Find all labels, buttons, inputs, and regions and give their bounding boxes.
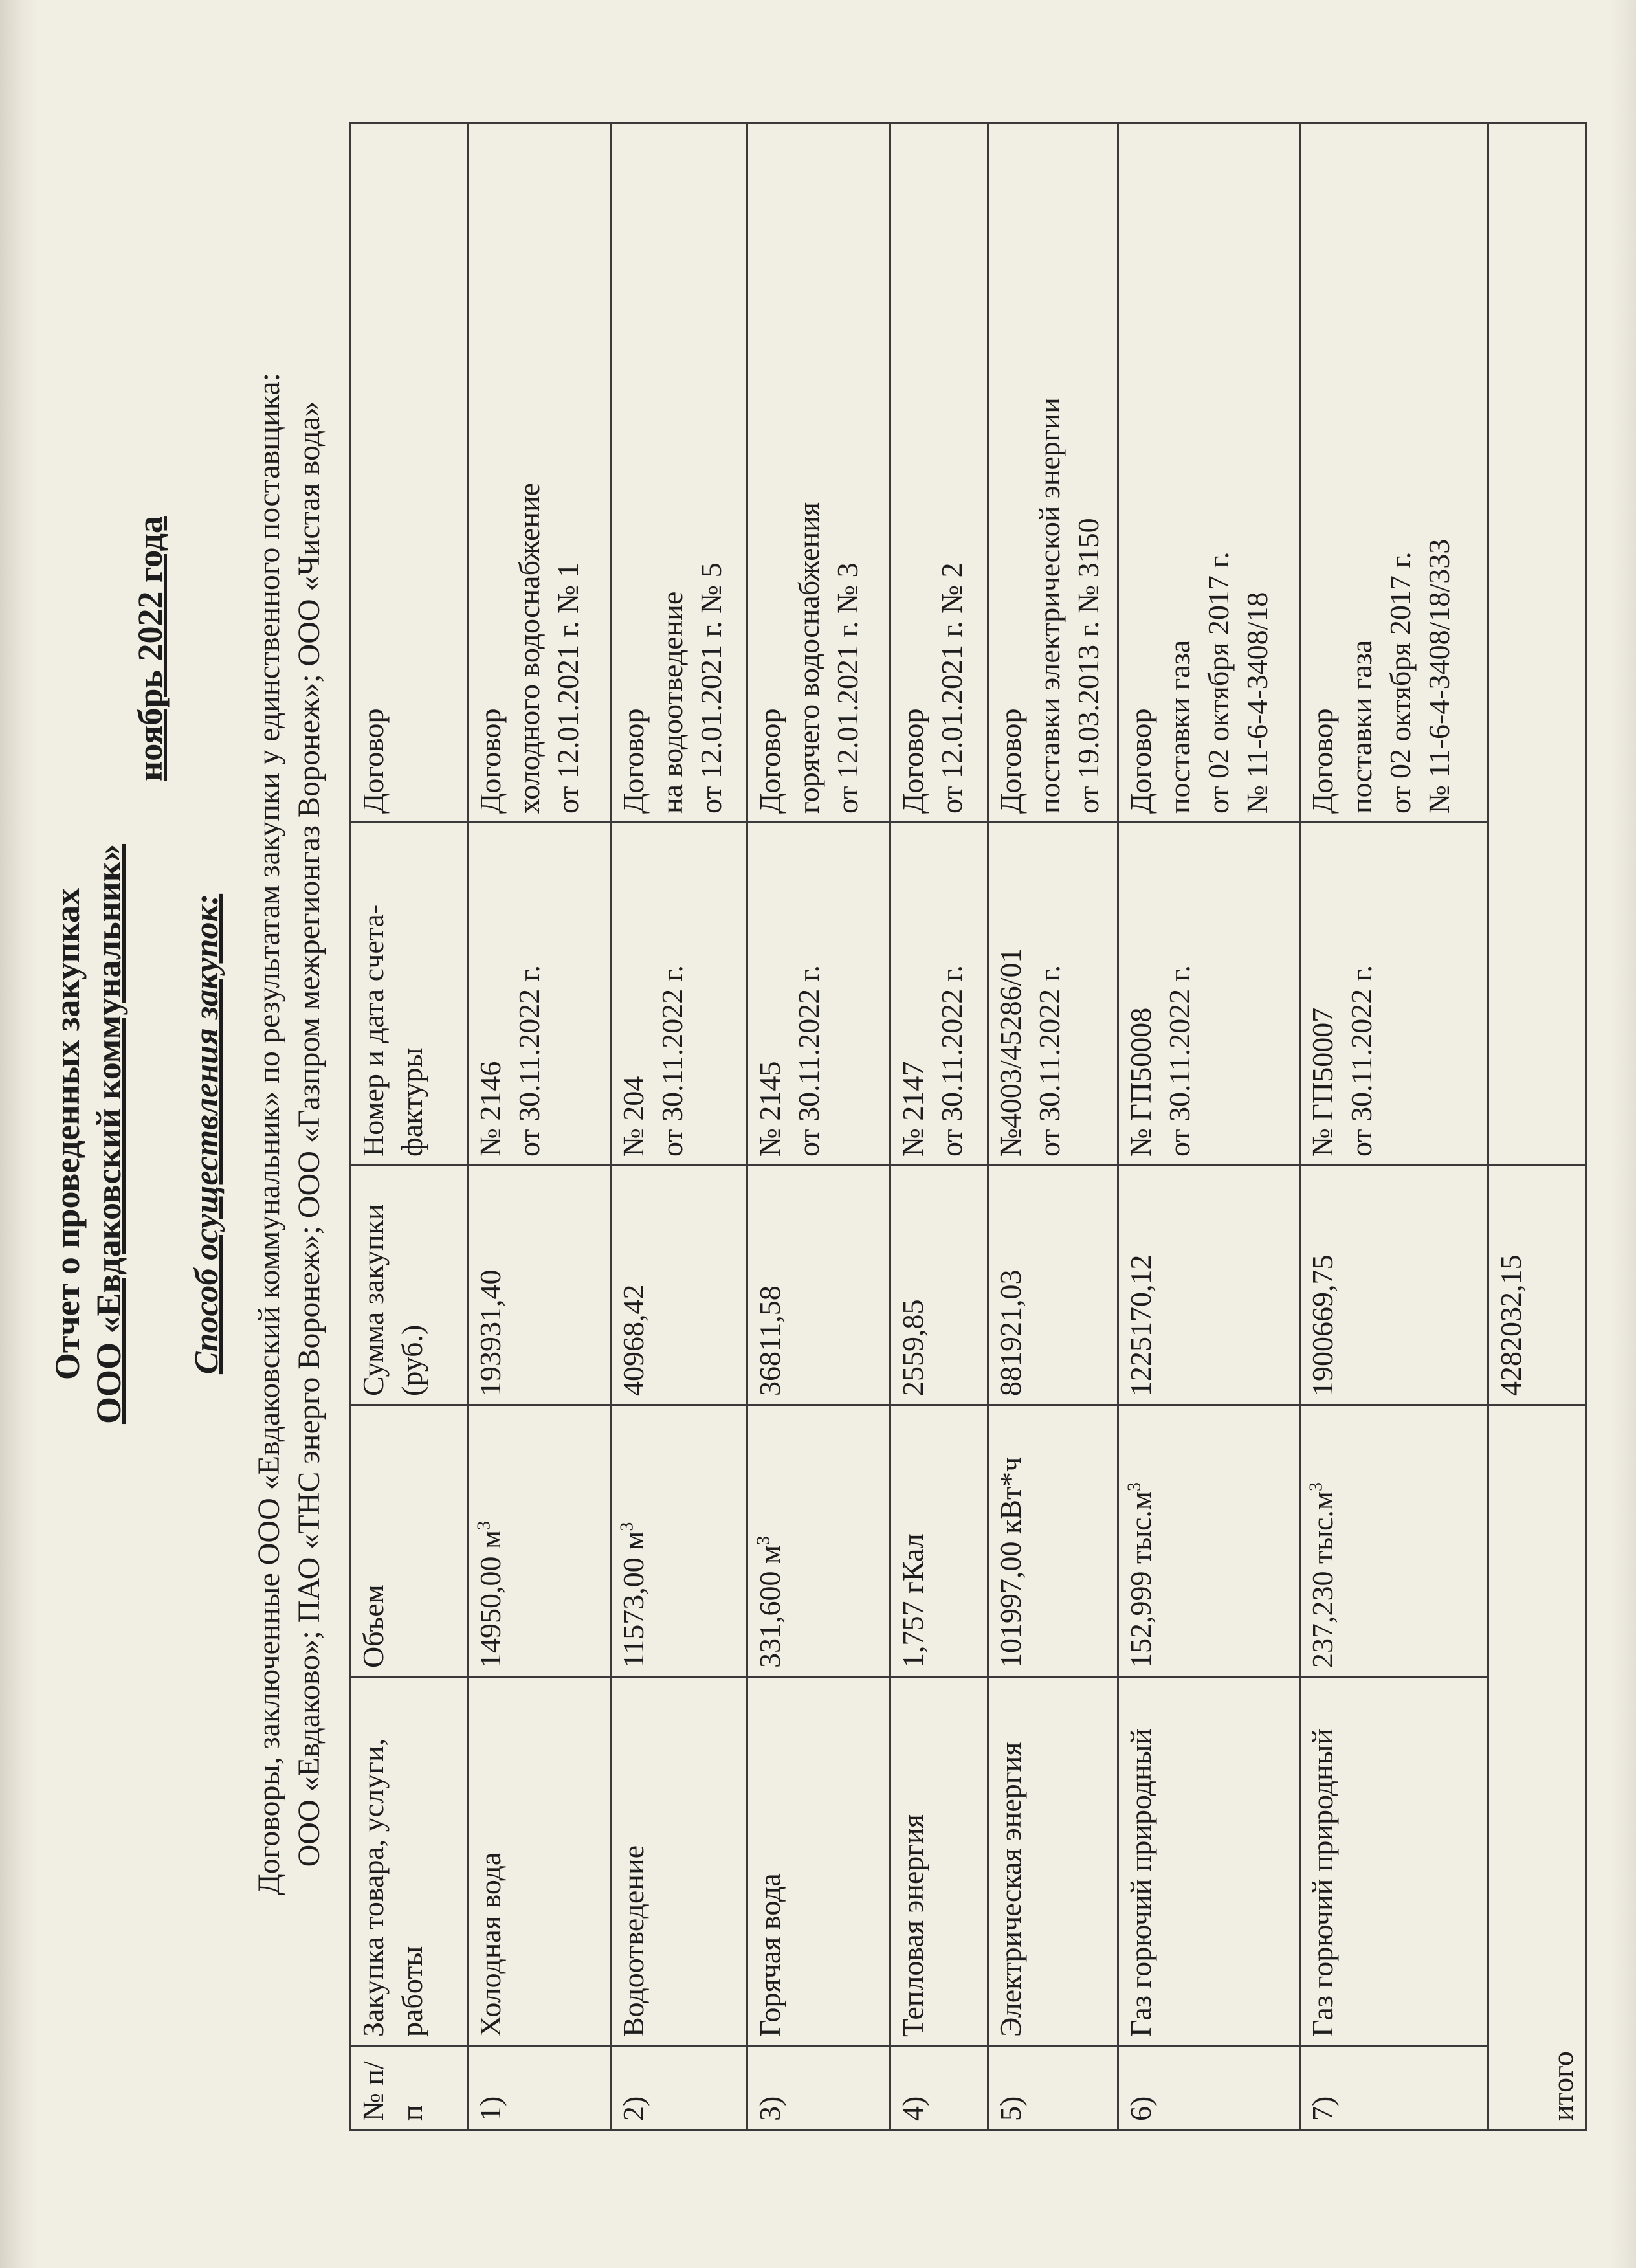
row-sum: 881921,03 [988,1166,1118,1405]
report-title-line1: Отчет о проведенных закупках [48,887,87,1381]
row-num: 1) [468,2046,611,2130]
row-item: Горячая вода [747,1677,890,2046]
row-num: 7) [1300,2046,1488,2130]
row-volume: 152,999 $тыс.м^3$ [1118,1405,1300,1677]
method-line2: ООО «Евдаково»; ПАО «ТНС энерго Воронеж»; ООО «Газпром межрегионгаз Воронеж»; ООО «Чистая вода» [292,401,326,1867]
report-title [47,0,171,2268]
row-item: Газ горючий природный [1300,1677,1488,2046]
table-row [611,124,747,2130]
row-invoice: № 2146 от 30.11.2022 г. [468,823,611,1166]
total-empty [1488,124,1586,1166]
row-num: 5) [988,2046,1118,2130]
header-item: Закупка товара, услуги, работы [351,1677,468,2046]
table-row [890,124,988,2130]
row-item: Газ горючий природный [1118,1677,1300,2046]
row-invoice: № 2147 от 30.11.2022 г. [890,823,988,1166]
report-title-org: ООО «Евдаковский коммунальник» [89,843,128,1425]
row-invoice: № 204 от 30.11.2022 г. [611,823,747,1166]
table-row [468,124,611,2130]
table-header-row [351,124,468,2130]
row-contract: Договор холодного водоснабжение от 12.01.2021 г. № 1 [468,124,611,823]
row-contract: Договор поставки электрической энергии от 19.03.2013 г. № 3150 [988,124,1118,823]
table-row [747,124,890,2130]
row-invoice: № 2145 от 30.11.2022 г. [747,823,890,1166]
row-volume: 14950,00 $м^3$ [468,1405,611,1677]
header-contract: Договор [351,124,468,823]
header-num: № п/п [351,2046,468,2130]
row-contract: Договор горячего водоснабжения от 12.01.2021 г. № 3 [747,124,890,823]
row-invoice: № ГП50008 от 30.11.2022 г. [1118,823,1300,1166]
table-row [988,124,1118,2130]
row-item: Тепловая энергия [890,1677,988,2046]
row-volume: 237,230 $тыс.м^3$ [1300,1405,1488,1677]
row-sum: 193931,40 [468,1166,611,1405]
method-heading: Способ осуществления закупок: [188,893,225,1375]
header-volume: Объем [351,1405,468,1677]
total-label: итого [1488,1405,1586,2130]
total-row [1488,124,1586,2130]
header-sum: Сумма закупки (руб.) [351,1166,468,1405]
row-contract: Договор поставки газа от 02 октября 2017 г. № 11-6-4-3408/18/333 [1300,124,1488,823]
purchases-table [349,122,1587,2131]
row-invoice: №4003/45286/01 от 30.11.2022 г. [988,823,1118,1166]
row-num: 6) [1118,2046,1300,2130]
row-invoice: № ГП50007 от 30.11.2022 г. [1300,823,1488,1166]
report-period: ноябрь 2022 года [131,516,170,781]
row-sum: 1900669,75 [1300,1166,1488,1405]
row-contract: Договор на водоотведение от 12.01.2021 г. № 5 [611,124,747,823]
row-num: 2) [611,2046,747,2130]
total-sum: 4282032,15 [1488,1166,1586,1405]
row-volume: 11573,00 $м^3$ [611,1405,747,1677]
row-volume: 331,600 $м^3$ [747,1405,890,1677]
header-invoice: Номер и дата счета-фактуры [351,823,468,1166]
row-contract: Договор поставки газа от 02 октября 2017 г. № 11-6-4-3408/18 [1118,124,1300,823]
row-item: Электрическая энергия [988,1677,1118,2046]
row-contract: Договор от 12.01.2021 г. № 2 [890,124,988,823]
row-sum: 1225170,12 [1118,1166,1300,1405]
row-item: Холодная вода [468,1677,611,2046]
table-row [1118,124,1300,2130]
row-num: 3) [747,2046,890,2130]
row-volume: 1,757 гКал [890,1405,988,1677]
row-num: 4) [890,2046,988,2130]
row-item: Водоотведение [611,1677,747,2046]
method-description [249,0,329,2268]
table-row [1300,124,1488,2130]
row-sum: 36811,58 [747,1166,890,1405]
row-volume: 101997,00 кВт*ч [988,1405,1118,1677]
row-sum: 2559,85 [890,1166,988,1405]
method-line1: Договоры, заключенные ООО «Евдаковский коммунальник» по результатам закупки у единственного поставщика: [252,372,286,1896]
row-sum: 40968,42 [611,1166,747,1405]
